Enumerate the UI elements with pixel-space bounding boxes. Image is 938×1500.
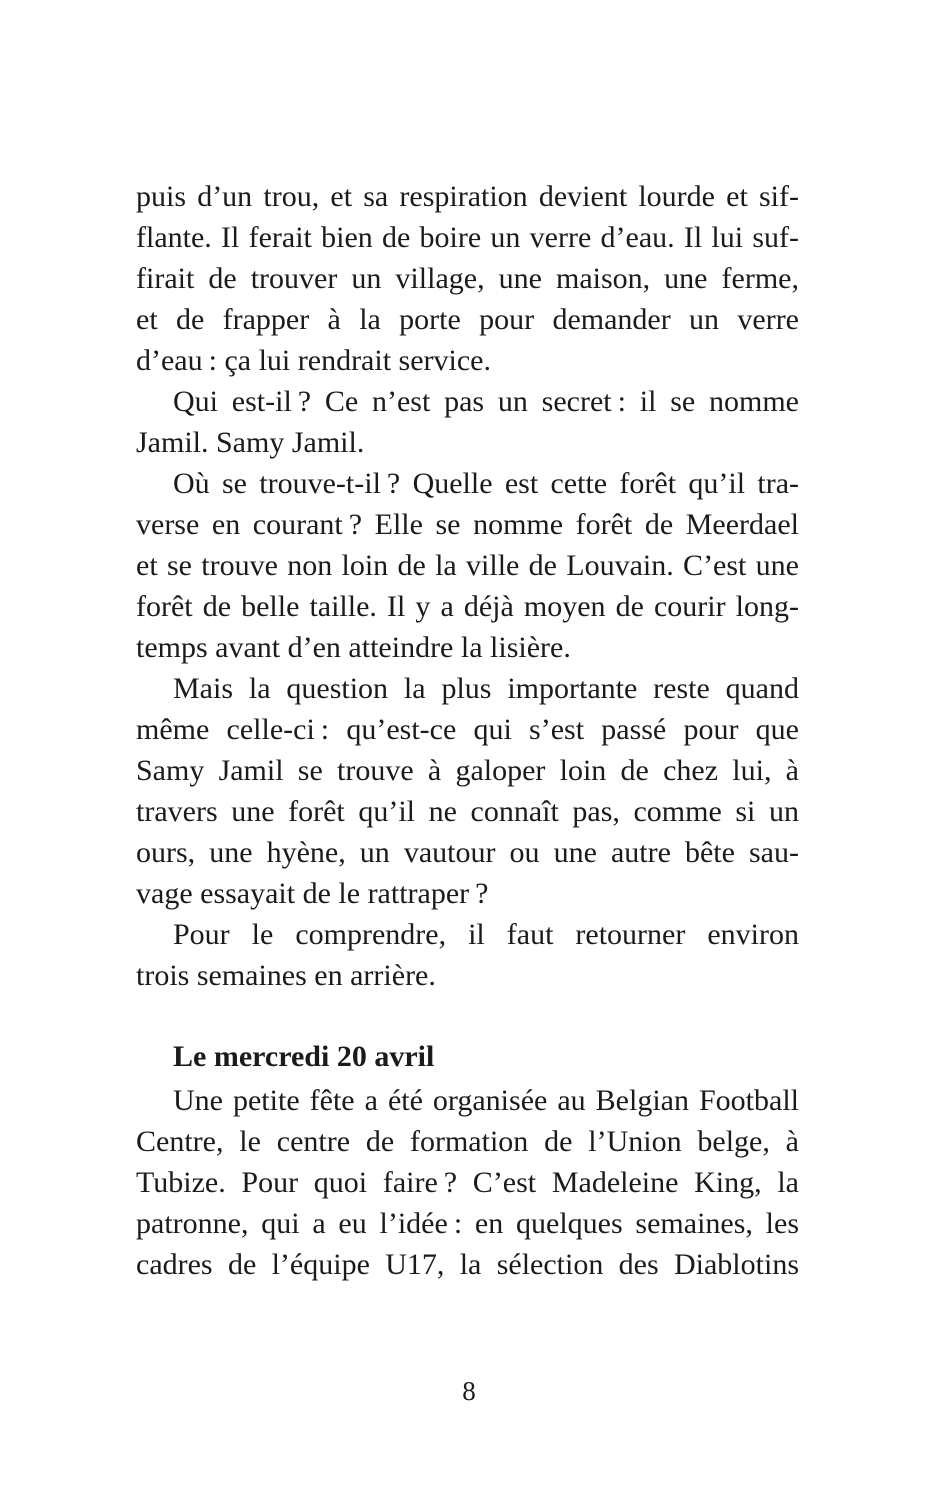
section-heading — [136, 1036, 799, 1077]
text-line: temps avant d’en atteindre la lisière. — [136, 631, 571, 664]
paragraph — [136, 463, 799, 668]
text-line: ours, une hyène, un vautour ou une autre bête sau- — [136, 836, 799, 869]
text-line: Tubize. Pour quoi faire ? C’est Madeleine King, la — [136, 1166, 799, 1199]
text-line: Où se trouve-t-il ? Quelle est cette forêt qu’il tra- — [173, 467, 799, 500]
paragraph — [136, 1080, 799, 1285]
text-line: cadres de l’équipe U17, la sélection des Diablotins — [136, 1248, 799, 1281]
text-line: vage essayait de le rattraper ? — [136, 877, 489, 910]
text-line: trois semaines en arrière. — [136, 959, 436, 992]
page-text-block — [136, 176, 799, 1285]
text-line: Centre, le centre de formation de l’Union belge, à — [136, 1125, 799, 1158]
text-line: flante. Il ferait bien de boire un verre d’eau. Il lui suf- — [136, 221, 799, 254]
text-line: d’eau : ça lui rendrait service. — [136, 344, 491, 377]
section-gap — [136, 996, 799, 1036]
text-line: Jamil. Samy Jamil. — [136, 426, 365, 459]
paragraph — [136, 914, 799, 996]
text-line: et de frapper à la porte pour demander un verre — [136, 303, 799, 336]
text-line: et se trouve non loin de la ville de Louvain. C’est une — [136, 549, 799, 582]
text-line: même celle-ci : qu’est-ce qui s’est passé pour que — [136, 713, 799, 746]
paragraph — [136, 381, 799, 463]
paragraph — [136, 668, 799, 914]
text-line: travers une forêt qu’il ne connaît pas, comme si un — [136, 795, 799, 828]
text-line: Le mercredi 20 avril — [173, 1040, 435, 1073]
text-line: puis d’un trou, et sa respiration devient lourde et sif- — [136, 180, 799, 213]
page-number: 8 — [462, 1376, 476, 1406]
text-line: forêt de belle taille. Il y a déjà moyen de courir long- — [136, 590, 799, 623]
text-line: Samy Jamil se trouve à galoper loin de chez lui, à — [136, 754, 799, 787]
text-line: firait de trouver un village, une maison, une ferme, — [136, 262, 799, 295]
text-line: Qui est-il ? Ce n’est pas un secret : il se nomme — [173, 385, 799, 418]
text-line: patronne, qui a eu l’idée : en quelques semaines, les — [136, 1207, 799, 1240]
text-line: Pour le comprendre, il faut retourner environ — [173, 918, 799, 951]
text-line: Une petite fête a été organisée au Belgian Football — [173, 1084, 799, 1117]
paragraph — [136, 176, 799, 381]
text-line: verse en courant ? Elle se nomme forêt de Meerdael — [136, 508, 799, 541]
text-line: Mais la question la plus importante reste quand — [173, 672, 799, 705]
